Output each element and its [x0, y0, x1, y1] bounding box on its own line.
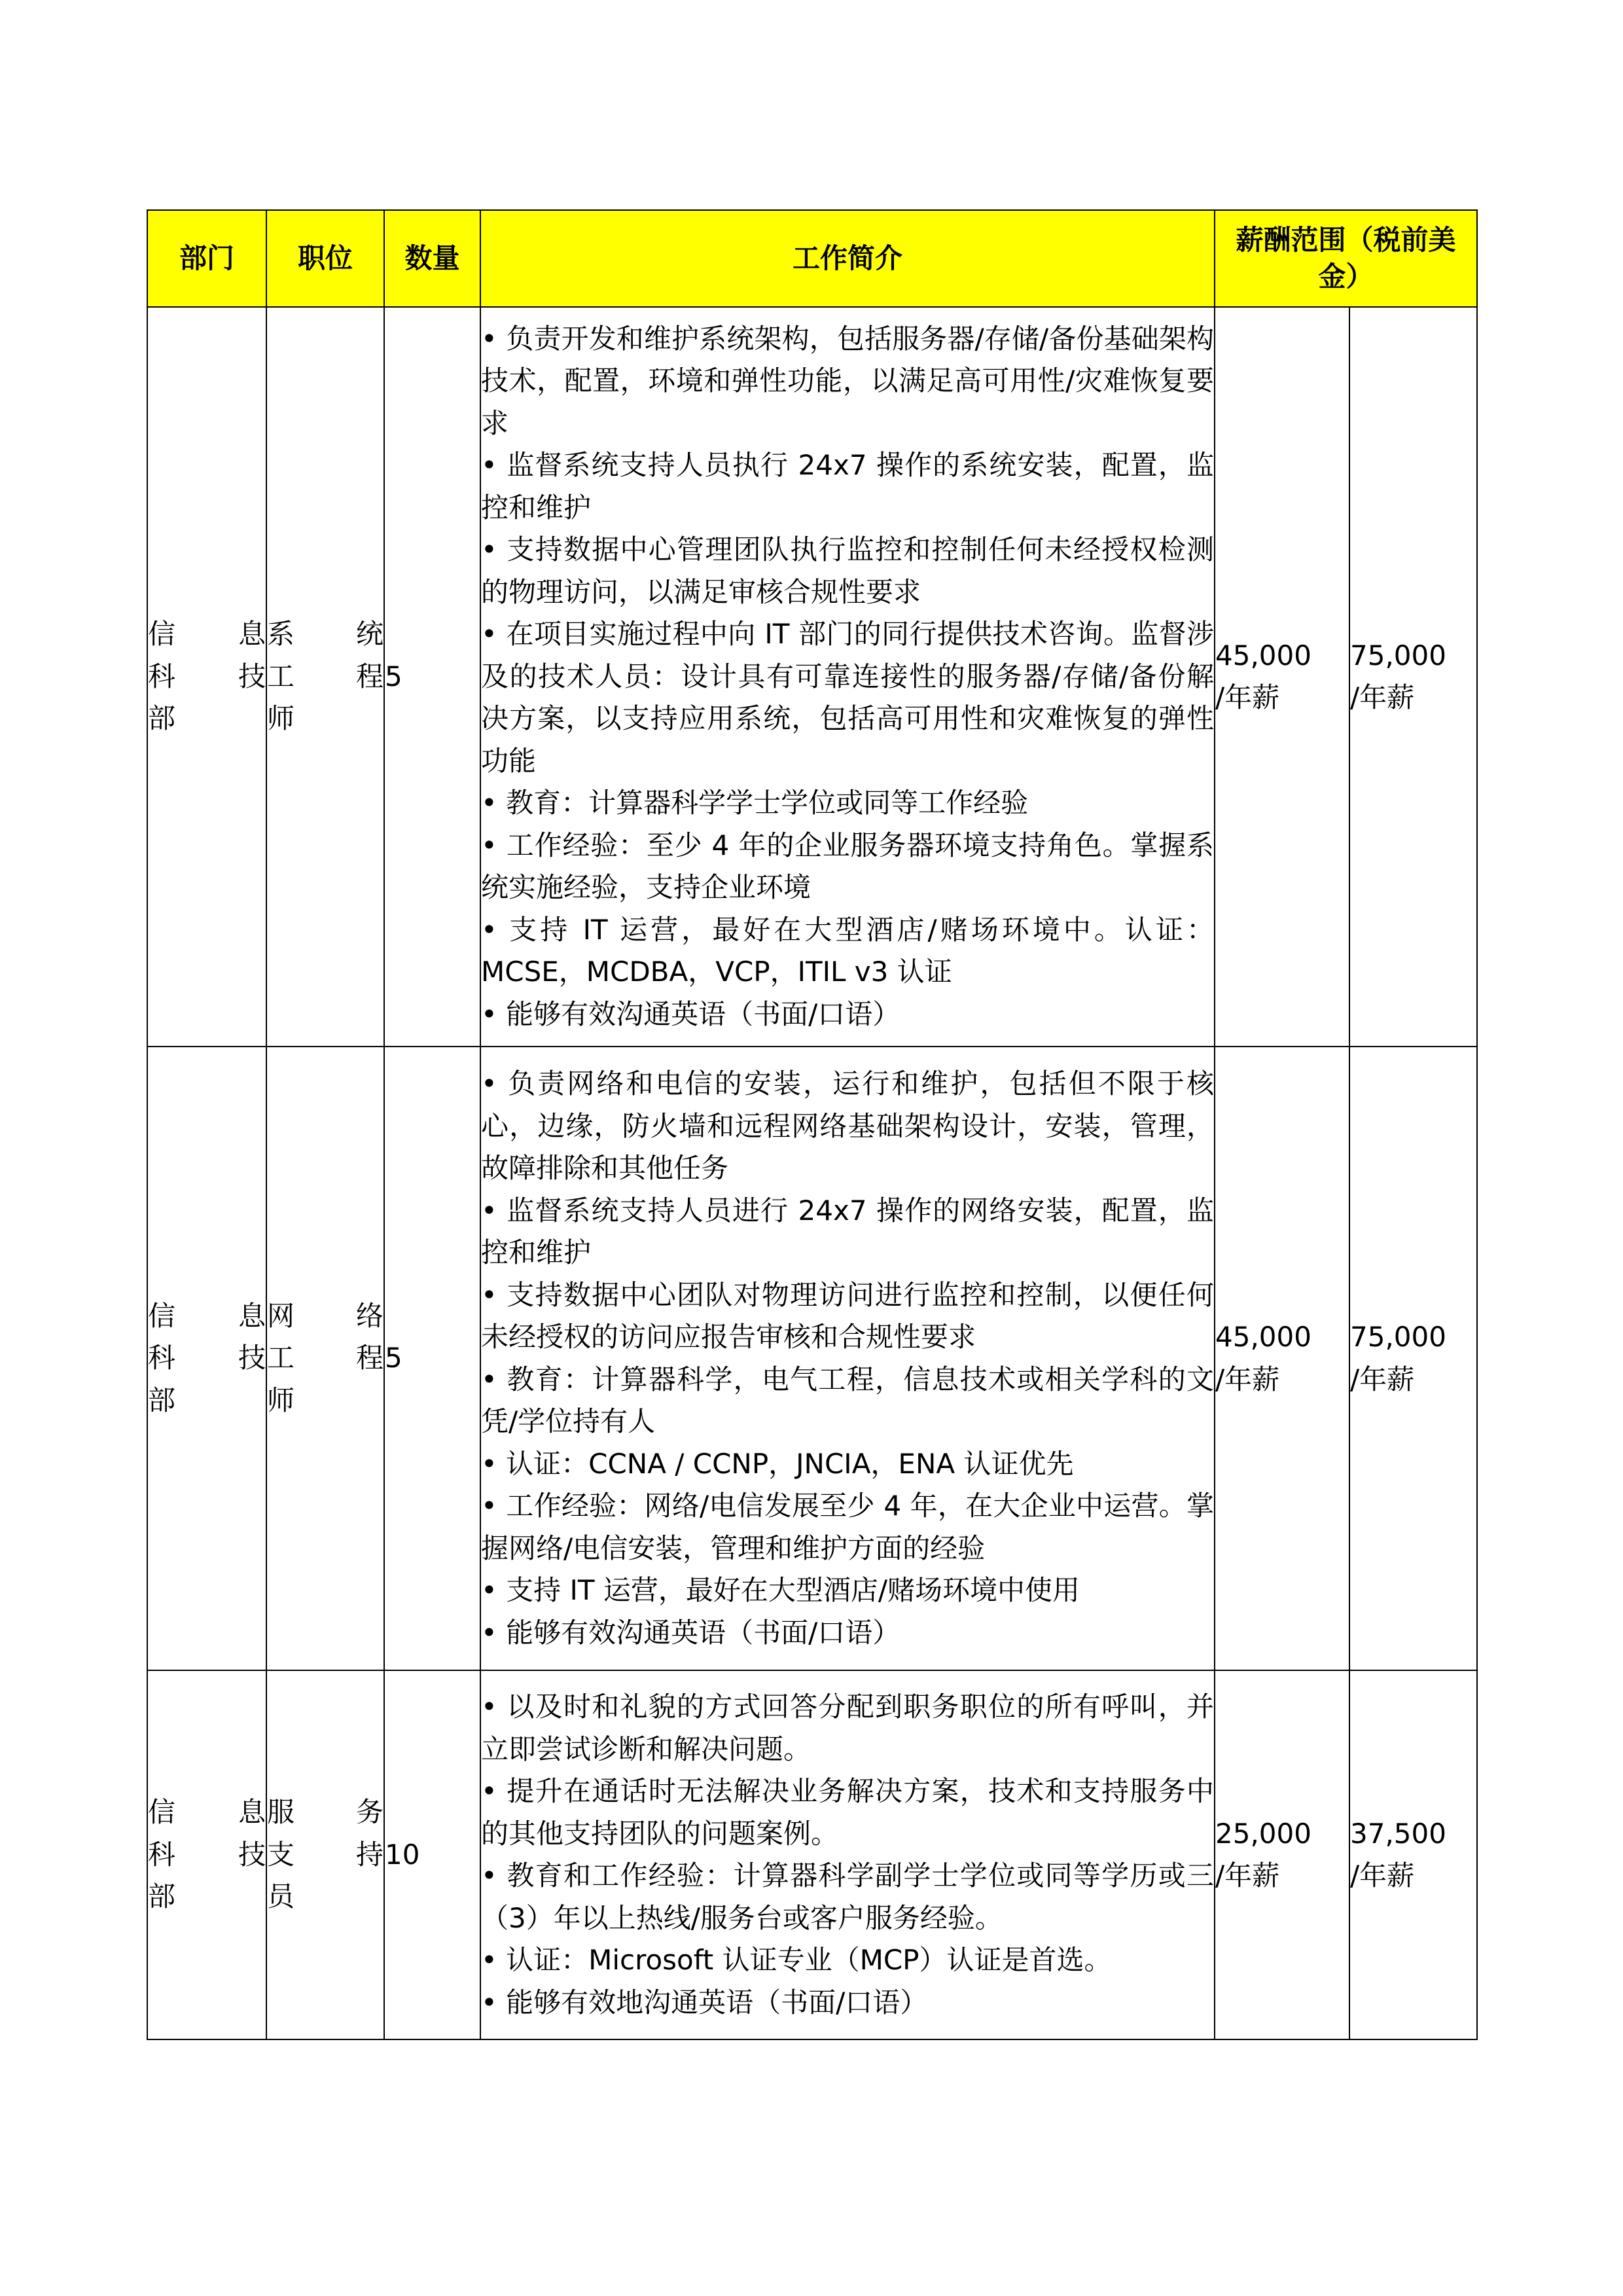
position-line: 师 — [267, 1384, 295, 1416]
table-row — [147, 307, 1477, 1047]
salary-min-unit: /年薪 — [1215, 681, 1280, 713]
position-line: 工 程 — [267, 660, 383, 692]
header-dept: 部门 — [147, 210, 266, 307]
description-cell — [480, 1670, 1215, 2039]
description-item: • 提升在通话时无法解决业务解决方案，技术和支持服务中的其他支持团队的问题案例。 — [481, 1775, 1214, 1850]
position-cell — [266, 307, 384, 1047]
salary-max-unit: /年薪 — [1350, 1363, 1415, 1395]
description-item: • 教育：计算器科学，电气工程，信息技术或相关学科的文凭/学位持有人 — [481, 1363, 1214, 1437]
position-line: 服 务 — [267, 1796, 383, 1829]
position-cell — [266, 1047, 384, 1670]
salary-min-cell — [1215, 1047, 1349, 1670]
description-item: • 负责网络和电信的安装，运行和维护，包括但不限于核心，边缘，防火墙和远程网络基础架构设计，安装，管理，故障排除和其他任务 — [481, 1067, 1214, 1184]
description-item: • 在项目实施过程中向 IT 部门的同行提供技术咨询。监督涉及的技术人员：设计具有可靠连接性的服务器/存储/备份解决方案，以支持应用系统，包括高可用性和灾难恢复的弹性功能 — [481, 618, 1214, 777]
count-cell: 5 — [384, 307, 480, 1047]
description-cell — [480, 1047, 1215, 1670]
dept-line: 部 — [148, 1384, 176, 1416]
salary-min-unit: /年薪 — [1215, 1859, 1280, 1892]
dept-line: 科 技 — [148, 1838, 266, 1871]
dept-cell — [147, 307, 266, 1047]
description-item: • 能够有效沟通英语（书面/口语） — [481, 1616, 901, 1649]
description-item: • 教育和工作经验：计算器科学副学士学位或同等学历或三（3）年以上热线/服务台或客户服务经验。 — [481, 1859, 1214, 1934]
description-item: • 工作经验：至少 4 年的企业服务器环境支持角色。掌握系统实施经验，支持企业环境 — [481, 829, 1214, 904]
table-row — [147, 1670, 1477, 2039]
header-count: 数量 — [384, 210, 480, 307]
dept-line: 部 — [148, 1880, 176, 1913]
dept-line: 科 技 — [148, 1342, 266, 1374]
salary-max-unit: /年薪 — [1350, 681, 1415, 713]
count-cell: 10 — [384, 1670, 480, 2039]
description-item: • 支持数据中心管理团队执行监控和控制任何未经授权检测的物理访问，以满足审核合规性要求 — [481, 533, 1214, 608]
description-item: • 认证：CCNA / CCNP，JNCIA，ENA 认证优先 — [481, 1447, 1074, 1480]
salary-max-cell — [1349, 307, 1477, 1047]
position-line: 工 程 — [267, 1342, 383, 1374]
description-item: • 能够有效沟通英语（书面/口语） — [481, 997, 901, 1030]
description-item: • 工作经验：网络/电信发展至少 4 年，在大企业中运营。掌握网络/电信安装，管理和维护方面的经验 — [481, 1490, 1214, 1564]
position-line: 师 — [267, 702, 295, 735]
table-row — [147, 1047, 1477, 1670]
salary-max-unit: /年薪 — [1350, 1859, 1415, 1892]
dept-line: 信 息 — [148, 1796, 266, 1829]
description-item: • 支持数据中心团队对物理访问进行监控和控制，以便任何未经授权的访问应报告审核和合规性要求 — [481, 1278, 1214, 1353]
dept-line: 科 技 — [148, 660, 266, 692]
description-item: • 能够有效地沟通英语（书面/口语） — [481, 1986, 928, 2018]
salary-max-cell — [1349, 1670, 1477, 2039]
description-item: • 认证：Microsoft 认证专业（MCP）认证是首选。 — [481, 1944, 1112, 1976]
description-item: • 支持 IT 运营，最好在大型酒店/赌场环境中使用 — [481, 1574, 1080, 1606]
position-line: 员 — [267, 1880, 295, 1913]
salary-min-unit: /年薪 — [1215, 1363, 1280, 1395]
salary-min-cell — [1215, 1670, 1349, 2039]
dept-line: 信 息 — [148, 618, 266, 651]
description-item: • 监督系统支持人员执行 24x7 操作的系统安装，配置，监控和维护 — [481, 449, 1214, 524]
dept-line: 信 息 — [148, 1299, 266, 1332]
description-item: • 教育：计算器科学学士学位或同等工作经验 — [481, 787, 1029, 819]
position-line: 系 统 — [267, 618, 383, 651]
salary-min-cell — [1215, 307, 1349, 1047]
header-salary-text: 薪酬范围（税前美金） — [1236, 224, 1456, 293]
description-item: • 支持 IT 运营，最好在大型酒店/赌场环境中。认证：MCSE，MCDBA，VCP，ITIL v3 认证 — [481, 913, 1214, 988]
job-table — [147, 209, 1478, 2040]
dept-cell — [147, 1047, 266, 1670]
salary-min-value: 45,000 — [1215, 639, 1311, 672]
salary-max-value: 75,000 — [1350, 639, 1446, 672]
description-item: • 以及时和礼貌的方式回答分配到职务职位的所有呼叫，并立即尝试诊断和解决问题。 — [481, 1691, 1214, 1765]
position-line: 支 持 — [267, 1838, 383, 1871]
salary-max-value: 37,500 — [1350, 1817, 1446, 1850]
header-description: 工作简介 — [480, 210, 1215, 307]
position-cell — [266, 1670, 384, 2039]
salary-min-value: 45,000 — [1215, 1321, 1311, 1353]
header-salary — [1215, 210, 1477, 307]
description-cell — [480, 307, 1215, 1047]
dept-cell — [147, 1670, 266, 2039]
count-cell: 5 — [384, 1047, 480, 1670]
description-item: • 负责开发和维护系统架构，包括服务器/存储/备份基础架构技术，配置，环境和弹性功能，以满足高可用性/灾难恢复要求 — [481, 322, 1214, 439]
description-item: • 监督系统支持人员进行 24x7 操作的网络安装，配置，监控和维护 — [481, 1194, 1214, 1268]
salary-min-value: 25,000 — [1215, 1817, 1311, 1850]
dept-line: 部 — [148, 702, 176, 735]
position-line: 网 络 — [267, 1299, 383, 1332]
header-position: 职位 — [266, 210, 384, 307]
header-row — [147, 210, 1477, 307]
salary-max-value: 75,000 — [1350, 1321, 1446, 1353]
salary-max-cell — [1349, 1047, 1477, 1670]
